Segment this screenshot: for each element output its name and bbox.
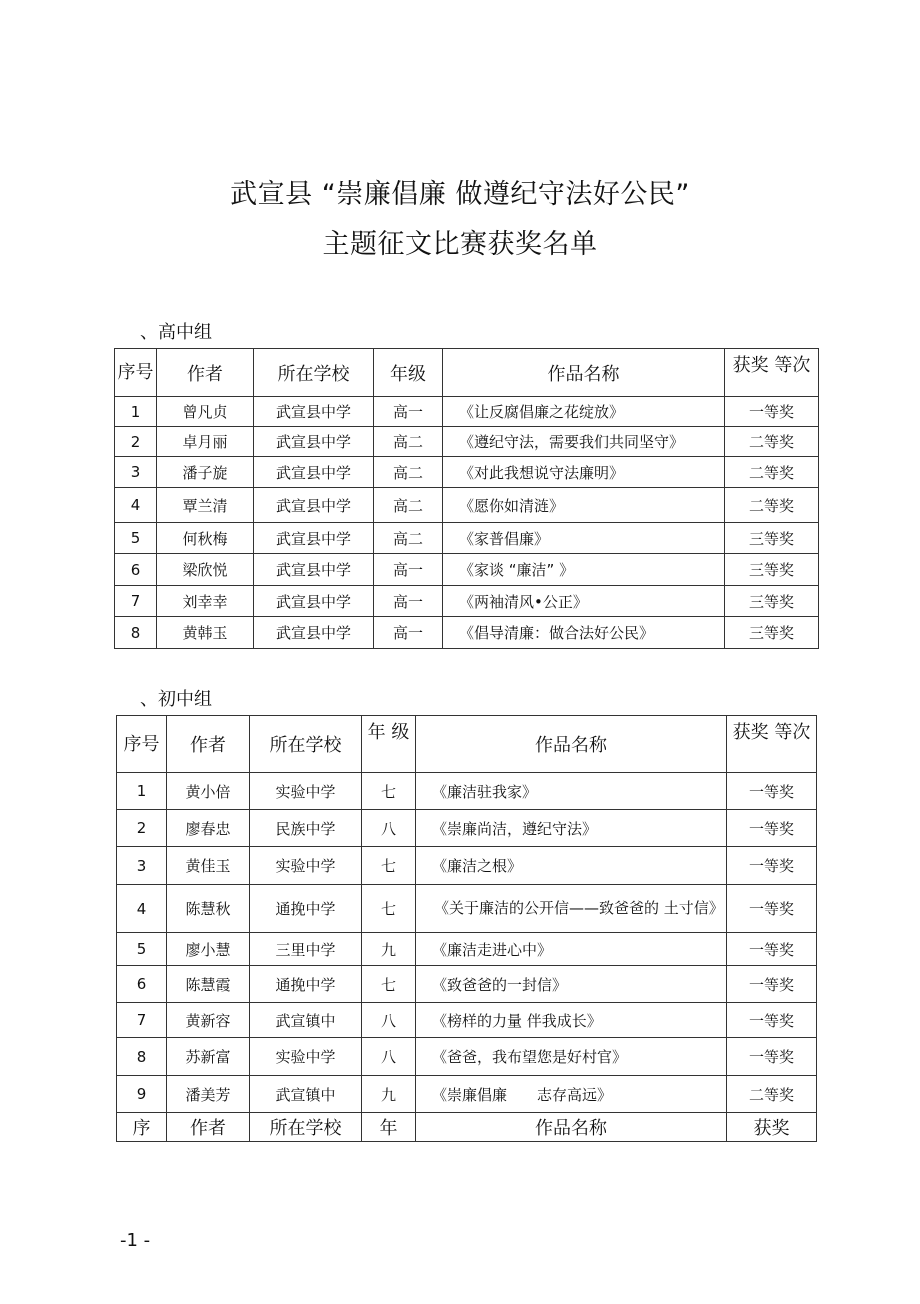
seq-cell: 7 (115, 586, 157, 617)
grade-cell: 高二 (374, 523, 443, 554)
grade-header: 年 (362, 1113, 416, 1142)
work-cell: 《两袖清风•公正》 (443, 586, 725, 617)
table-row (115, 617, 819, 649)
school-header: 所在学校 (250, 716, 362, 773)
grade-cell: 七 (362, 966, 416, 1003)
award-cell: 一等奖 (727, 773, 817, 810)
table-row (117, 847, 817, 885)
school-cell: 武宣县中学 (254, 523, 374, 554)
table-row (117, 773, 817, 810)
work-cell: 《让反腐倡廉之花绽放》 (443, 397, 725, 427)
table-row (115, 457, 819, 488)
school-cell: 民族中学 (250, 810, 362, 847)
award-cell: 三等奖 (725, 523, 819, 554)
award-cell: 三等奖 (725, 586, 819, 617)
table-row (117, 1003, 817, 1038)
award-cell: 一等奖 (727, 847, 817, 885)
school-cell: 三里中学 (250, 933, 362, 966)
work-cell: 《遵纪守法，需要我们共同坚守》 (443, 427, 725, 457)
author-cell: 黄小倍 (167, 773, 250, 810)
grade-cell: 高一 (374, 554, 443, 586)
grade-cell: 七 (362, 885, 416, 933)
seq-cell: 4 (115, 488, 157, 523)
grade-cell: 高一 (374, 617, 443, 649)
award-cell: 一等奖 (725, 397, 819, 427)
table-row (117, 1038, 817, 1076)
award-cell: 一等奖 (727, 1038, 817, 1076)
work-cell: 《关于廉洁的公开信——致爸爸的 土寸信》 (416, 885, 727, 933)
seq-cell: 9 (117, 1076, 167, 1113)
author-cell: 黄韩玉 (157, 617, 254, 649)
work-header: 作品名称 (416, 1113, 727, 1142)
school-cell: 武宣县中学 (254, 554, 374, 586)
school-cell: 实验中学 (250, 773, 362, 810)
grade-cell: 八 (362, 1003, 416, 1038)
seq-cell: 3 (115, 457, 157, 488)
school-cell: 实验中学 (250, 1038, 362, 1076)
award-cell: 二等奖 (725, 457, 819, 488)
work-cell: 《榜样的力量 伴我成长》 (416, 1003, 727, 1038)
work-cell: 《爸爸，我布望您是好村官》 (416, 1038, 727, 1076)
award-cell: 一等奖 (727, 933, 817, 966)
author-cell: 陈慧霞 (167, 966, 250, 1003)
table-row (115, 488, 819, 523)
work-header: 作品名称 (416, 716, 727, 773)
author-cell: 黄佳玉 (167, 847, 250, 885)
school-cell: 实验中学 (250, 847, 362, 885)
award-cell: 三等奖 (725, 554, 819, 586)
seq-cell: 5 (115, 523, 157, 554)
work-cell: 《家普倡廉》 (443, 523, 725, 554)
award-cell: 二等奖 (727, 1076, 817, 1113)
grade-cell: 八 (362, 1038, 416, 1076)
author-cell: 曾凡贞 (157, 397, 254, 427)
school-header: 所在学校 (254, 349, 374, 397)
page-number: -1 - (120, 1230, 151, 1251)
junior-section-heading: 、初中组 (140, 689, 212, 710)
senior-section-heading: 、高中组 (140, 322, 212, 343)
author-cell: 陈慧秋 (167, 885, 250, 933)
seq-header: 序号 (117, 716, 167, 773)
seq-cell: 8 (117, 1038, 167, 1076)
work-cell: 《对此我想说守法廉明》 (443, 457, 725, 488)
seq-header: 序号 (115, 349, 157, 397)
seq-cell: 6 (117, 966, 167, 1003)
grade-header: 年级 (374, 349, 443, 397)
seq-cell: 2 (115, 427, 157, 457)
table-row (115, 523, 819, 554)
author-cell: 廖小慧 (167, 933, 250, 966)
author-cell: 苏新富 (167, 1038, 250, 1076)
author-cell: 黄新容 (167, 1003, 250, 1038)
seq-cell: 5 (117, 933, 167, 966)
grade-cell: 高二 (374, 427, 443, 457)
grade-cell: 九 (362, 1076, 416, 1113)
seq-cell: 6 (115, 554, 157, 586)
table-row (117, 933, 817, 966)
seq-cell: 3 (117, 847, 167, 885)
author-header: 作者 (167, 1113, 250, 1142)
work-cell: 《崇廉倡廉 志存高远》 (416, 1076, 727, 1113)
work-cell: 《家谈 “廉洁” 》 (443, 554, 725, 586)
senior-header-row (115, 349, 819, 397)
work-cell: 《崇廉尚洁，遵纪守法》 (416, 810, 727, 847)
award-cell: 二等奖 (725, 488, 819, 523)
table-row (115, 554, 819, 586)
school-cell: 武宣县中学 (254, 397, 374, 427)
work-cell: 《廉洁走进心中》 (416, 933, 727, 966)
author-cell: 覃兰清 (157, 488, 254, 523)
school-cell: 武宣县中学 (254, 586, 374, 617)
work-cell: 《愿你如清涟》 (443, 488, 725, 523)
school-cell: 通挽中学 (250, 966, 362, 1003)
award-header: 获奖 等次 (727, 716, 817, 773)
document-title-line1: 武宣县 “崇廉倡廉 做遵纪守法好公民” (230, 179, 690, 210)
document-title-line2: 主题征文比赛获奖名单 (322, 229, 598, 260)
school-header: 所在学校 (250, 1113, 362, 1142)
author-cell: 廖春忠 (167, 810, 250, 847)
work-cell: 《致爸爸的一封信》 (416, 966, 727, 1003)
table-row (115, 586, 819, 617)
work-cell: 《廉洁驻我家》 (416, 773, 727, 810)
seq-cell: 8 (115, 617, 157, 649)
grade-cell: 七 (362, 847, 416, 885)
author-cell: 何秋梅 (157, 523, 254, 554)
grade-cell: 高一 (374, 397, 443, 427)
school-cell: 武宣县中学 (254, 427, 374, 457)
table-row (117, 966, 817, 1003)
seq-header: 序 (117, 1113, 167, 1142)
seq-cell: 7 (117, 1003, 167, 1038)
award-cell: 三等奖 (725, 617, 819, 649)
seq-cell: 4 (117, 885, 167, 933)
table-row (117, 1076, 817, 1113)
author-cell: 潘子旋 (157, 457, 254, 488)
award-cell: 一等奖 (727, 1003, 817, 1038)
award-cell: 一等奖 (727, 885, 817, 933)
work-cell: 《廉洁之根》 (416, 847, 727, 885)
author-cell: 梁欣悦 (157, 554, 254, 586)
repeated-header-row (117, 1113, 817, 1142)
table-row (115, 427, 819, 457)
grade-cell: 高一 (374, 586, 443, 617)
junior-header-row (117, 716, 817, 773)
award-cell: 二等奖 (725, 427, 819, 457)
grade-cell: 八 (362, 810, 416, 847)
table-row (117, 810, 817, 847)
award-cell: 一等奖 (727, 966, 817, 1003)
grade-header: 年 级 (362, 716, 416, 773)
school-cell: 通挽中学 (250, 885, 362, 933)
seq-cell: 1 (115, 397, 157, 427)
junior-award-table (116, 715, 817, 1142)
author-cell: 潘美芳 (167, 1076, 250, 1113)
grade-cell: 九 (362, 933, 416, 966)
award-header: 获奖 等次 (725, 349, 819, 397)
school-cell: 武宣镇中 (250, 1003, 362, 1038)
grade-cell: 高二 (374, 488, 443, 523)
table-row (117, 885, 817, 933)
grade-cell: 七 (362, 773, 416, 810)
award-header: 获奖 (727, 1113, 817, 1142)
table-row (115, 397, 819, 427)
school-cell: 武宣镇中 (250, 1076, 362, 1113)
author-header: 作者 (157, 349, 254, 397)
seq-cell: 2 (117, 810, 167, 847)
seq-cell: 1 (117, 773, 167, 810)
senior-award-table (114, 348, 819, 649)
grade-cell: 高二 (374, 457, 443, 488)
work-header: 作品名称 (443, 349, 725, 397)
work-cell: 《倡导清廉：做合法好公民》 (443, 617, 725, 649)
author-header: 作者 (167, 716, 250, 773)
author-cell: 卓月丽 (157, 427, 254, 457)
school-cell: 武宣县中学 (254, 488, 374, 523)
award-cell: 一等奖 (727, 810, 817, 847)
author-cell: 刘幸幸 (157, 586, 254, 617)
school-cell: 武宣县中学 (254, 457, 374, 488)
school-cell: 武宣县中学 (254, 617, 374, 649)
